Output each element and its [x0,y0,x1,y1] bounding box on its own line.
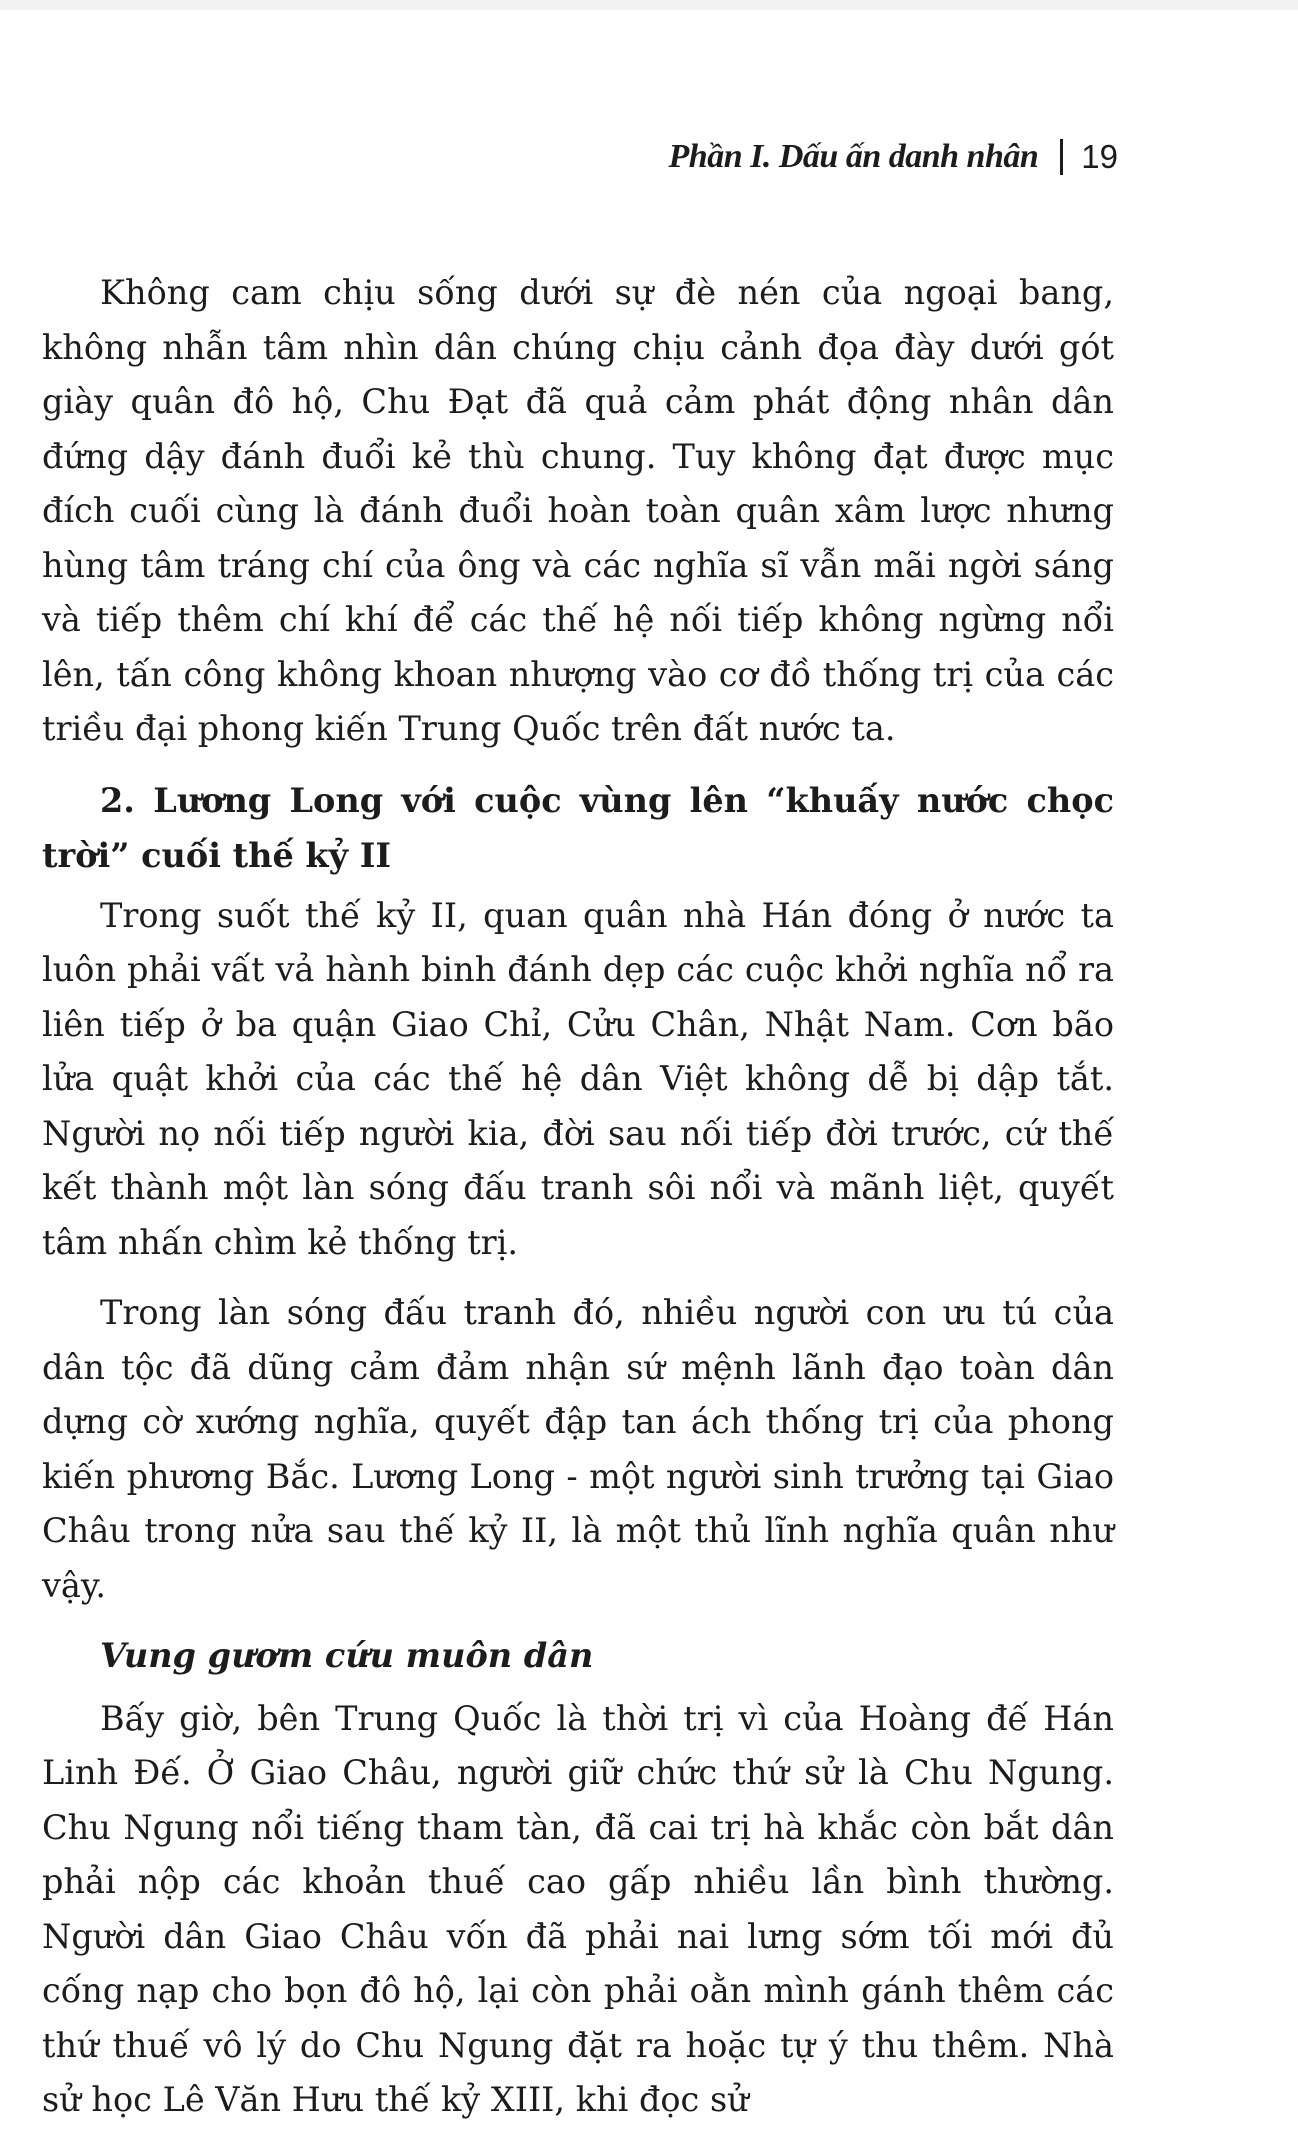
running-header [669,138,1118,176]
subheading: Vung gươm cứu muôn dân [100,1636,594,1675]
paragraph-2: Trong suốt thế kỷ II, quan quân nhà Hán đóng ở nước ta luôn phải vất vả hành binh đánh dẹp các cuộc khởi nghĩa nổ ra liên tiếp ở ba quận Giao Chỉ, Cửu Chân, Nhật Nam. Cơn bão lửa quật khởi của các thế hệ dân Việt không dễ bị dập tắt. Người nọ nối tiếp người kia, đời sau nối tiếp đời trước, cứ thế kết thành một làn sóng đấu tranh sôi nổi và mãnh liệt, quyết tâm nhấn chìm kẻ thống trị. [42,895,1114,1262]
header-separator [1060,139,1063,175]
section-heading: 2. Lương Long với cuộc vùng lên “khuấy nước chọc trời” cuối thế kỷ II [42,780,1114,875]
paragraph-3: Trong làn sóng đấu tranh đó, nhiều người con ưu tú của dân tộc đã dũng cảm đảm nhận sứ mệnh lãnh đạo toàn dân dựng cờ xướng nghĩa, quyết đập tan ách thống trị của phong kiến phương Bắc. Lương Long - một người sinh trưởng tại Giao Châu trong nửa sau thế kỷ II, là một thủ lĩnh nghĩa quân như vậy. [42,1293,1114,1605]
page-number: 19 [1081,138,1118,175]
page-top-edge [0,0,1298,10]
header-title: Phần I. Dấu ấn danh nhân [668,138,1039,175]
page-body [42,266,1114,2144]
paragraph-1: Không cam chịu sống dưới sự đè nén của ngoại bang, không nhẫn tâm nhìn dân chúng chịu cảnh đọa đày dưới gót giày quân đô hộ, Chu Đạt đã quả cảm phát động nhân dân đứng dậy đánh đuổi kẻ thù chung. Tuy không đạt được mục đích cuối cùng là đánh đuổi hoàn toàn quân xâm lược nhưng hùng tâm tráng chí của ông và các nghĩa sĩ vẫn mãi ngời sáng và tiếp thêm chí khí để các thế hệ nối tiếp không ngừng nổi lên, tấn công không khoan nhượng vào cơ đồ thống trị của các triều đại phong kiến Trung Quốc trên đất nước ta. [42,273,1114,748]
paragraph-4: Bấy giờ, bên Trung Quốc là thời trị vì của Hoàng đế Hán Linh Đế. Ở Giao Châu, người giữ chức thứ sử là Chu Ngung. Chu Ngung nổi tiếng tham tàn, đã cai trị hà khắc còn bắt dân phải nộp các khoản thuế cao gấp nhiều lần bình thường. Người dân Giao Châu vốn đã phải nai lưng sớm tối mới đủ cống nạp cho bọn đô hộ, lại còn phải oằn mình gánh thêm các thứ thuế vô lý do Chu Ngung đặt ra hoặc tự ý thu thêm. Nhà sử học Lê Văn Hưu thế kỷ XIII, khi đọc sử [42,1698,1114,2119]
